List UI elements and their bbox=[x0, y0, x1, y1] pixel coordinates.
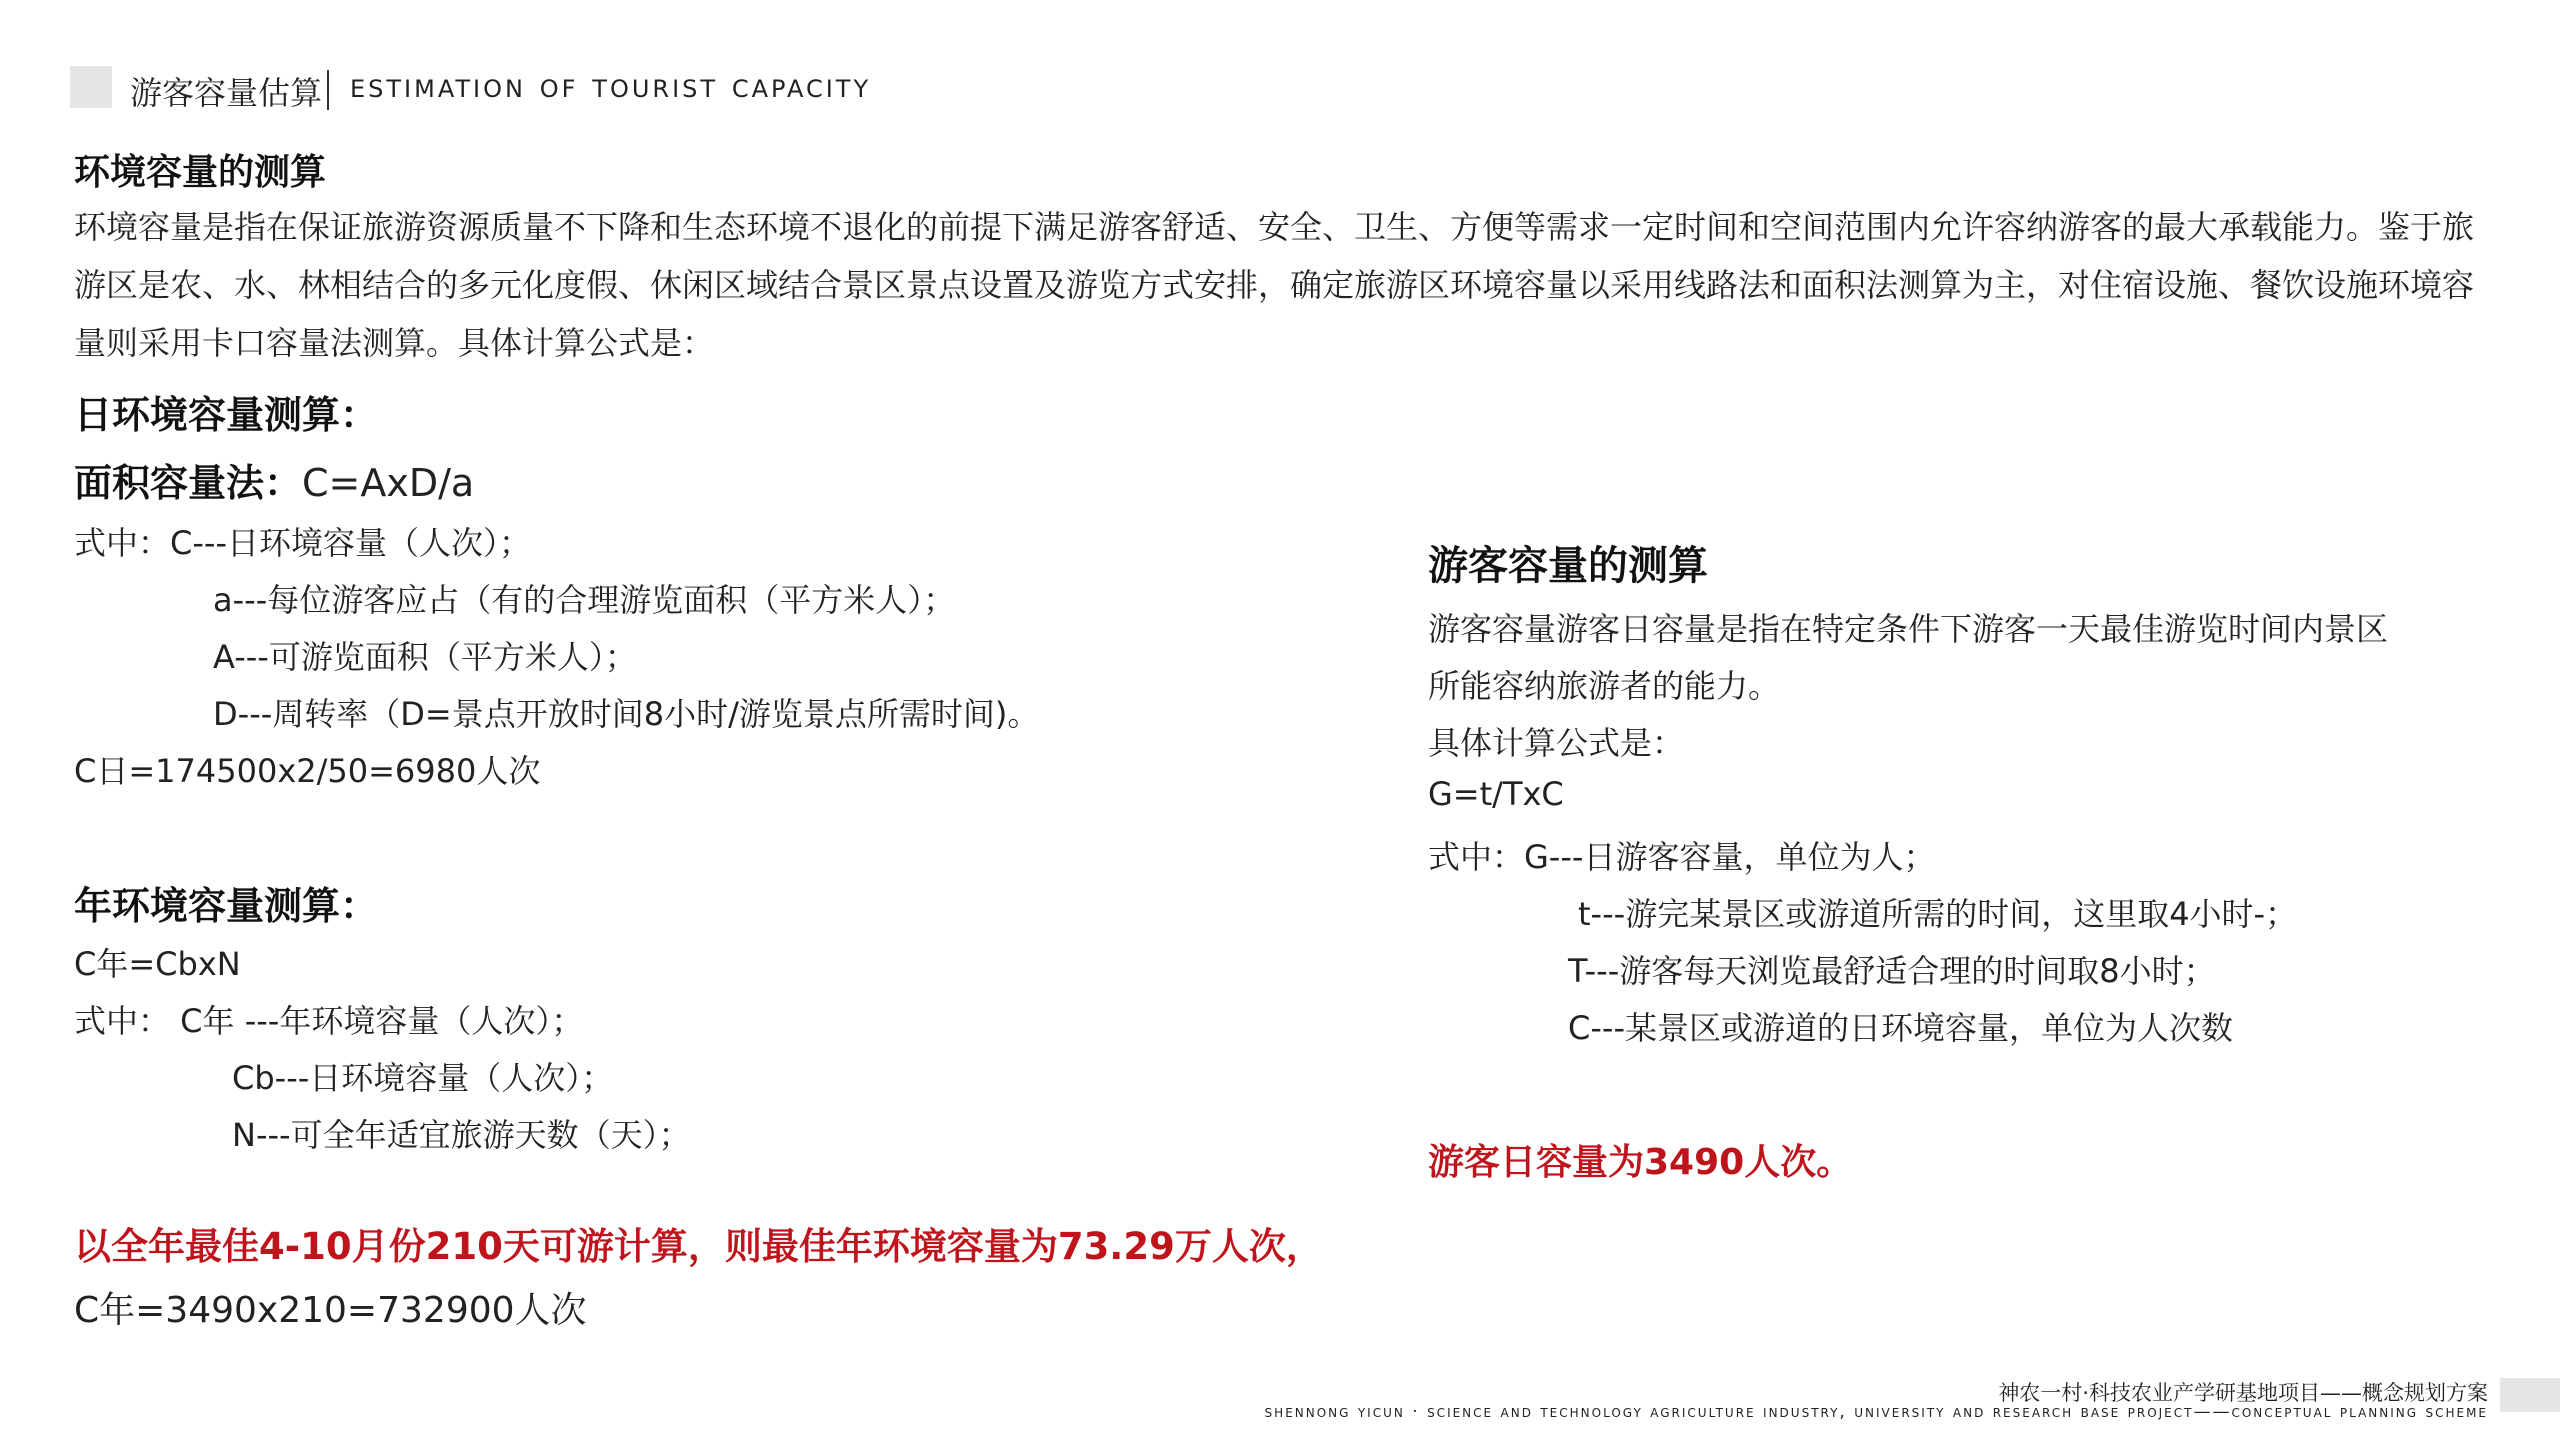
tourist-def-g: 式中：G---日游客容量，单位为人； bbox=[1428, 838, 1936, 876]
footer-project-cn: 神农一村·科技农业产学研基地项目——概念规划方案 bbox=[1998, 1381, 2488, 1405]
annual-def-cb: Cb---日环境容量（人次）； bbox=[232, 1059, 614, 1097]
daily-heading: 日环境容量测算： bbox=[74, 393, 379, 437]
daily-result: C日=174500x2/50=6980人次 bbox=[74, 752, 541, 790]
annual-def-n: N---可全年适宜旅游天数（天）； bbox=[232, 1116, 691, 1154]
tourist-heading: 游客容量的测算 bbox=[1428, 543, 1708, 589]
footer-project-en: shennong yicun · science and technology agriculture industry, university and research base project——conceptual planning scheme bbox=[1264, 1402, 2488, 1422]
daily-def-d: D---周转率（D=景点开放时间8小时/游览景点所需时间)。 bbox=[213, 695, 1040, 733]
tourist-desc-line1: 游客容量游客日容量是指在特定条件下游客一天最佳游览时间内景区 bbox=[1428, 610, 2389, 648]
annual-result: C年=3490x210=732900人次 bbox=[74, 1290, 587, 1331]
tourist-def-c: C---某景区或游道的日环境容量，单位为人次数 bbox=[1568, 1009, 2233, 1047]
tourist-desc-line2: 所能容纳旅游者的能力。 bbox=[1428, 667, 1781, 705]
title-divider bbox=[327, 70, 329, 110]
tourist-def-t-large: T---游客每天浏览最舒适合理的时间取8小时； bbox=[1568, 952, 2216, 990]
annual-highlight: 以全年最佳4-10月份210天可游计算，则最佳年环境容量为73.29万人次， bbox=[74, 1225, 1323, 1268]
tourist-highlight: 游客日容量为3490人次。 bbox=[1428, 1142, 1853, 1183]
annual-formula: C年=CbxN bbox=[74, 945, 241, 983]
annual-heading: 年环境容量测算： bbox=[74, 884, 379, 928]
daily-method-label: 面积容量法： bbox=[74, 461, 303, 505]
tourist-def-t-small: t---游完某景区或游道所需的时间，这里取4小时-； bbox=[1578, 895, 2298, 933]
page-title-en: estimation of tourist capacity bbox=[350, 66, 872, 106]
daily-def-area: A---可游览面积（平方米人）； bbox=[213, 638, 637, 676]
annual-def-c: 式中： C年 ---年环境容量（人次）； bbox=[74, 1002, 584, 1040]
tourist-formula-intro: 具体计算公式是： bbox=[1428, 724, 1685, 762]
env-intro-paragraph: 环境容量是指在保证旅游资源质量不下降和生态环境不退化的前提下满足游客舒适、安全、卫生、方便等需求一定时间和空间范围内允许容纳游客的最大承载能力。鉴于旅游区是农、水、林相结合的多元化度假、休闲区域结合景区景点设置及游览方式安排，确定旅游区环境容量以采用线路法和面积法测算为主，对住宿设施、餐饮设施环境容量则采用卡口容量法测算。具体计算公式是： bbox=[74, 208, 2475, 362]
footer-marker-square bbox=[2500, 1378, 2560, 1412]
daily-method bbox=[74, 452, 474, 507]
daily-def-c: 式中：C---日环境容量（人次）； bbox=[74, 524, 531, 562]
daily-method-formula: C=AxD/a bbox=[302, 461, 475, 505]
page-title-cn: 游客容量估算 bbox=[130, 74, 323, 112]
header-marker-square bbox=[70, 66, 112, 108]
tourist-formula: G=t/TxC bbox=[1428, 775, 1564, 813]
daily-def-a: a---每位游客应占（有的合理游览面积（平方米人）； bbox=[213, 581, 956, 619]
env-heading: 环境容量的测算 bbox=[74, 152, 327, 193]
